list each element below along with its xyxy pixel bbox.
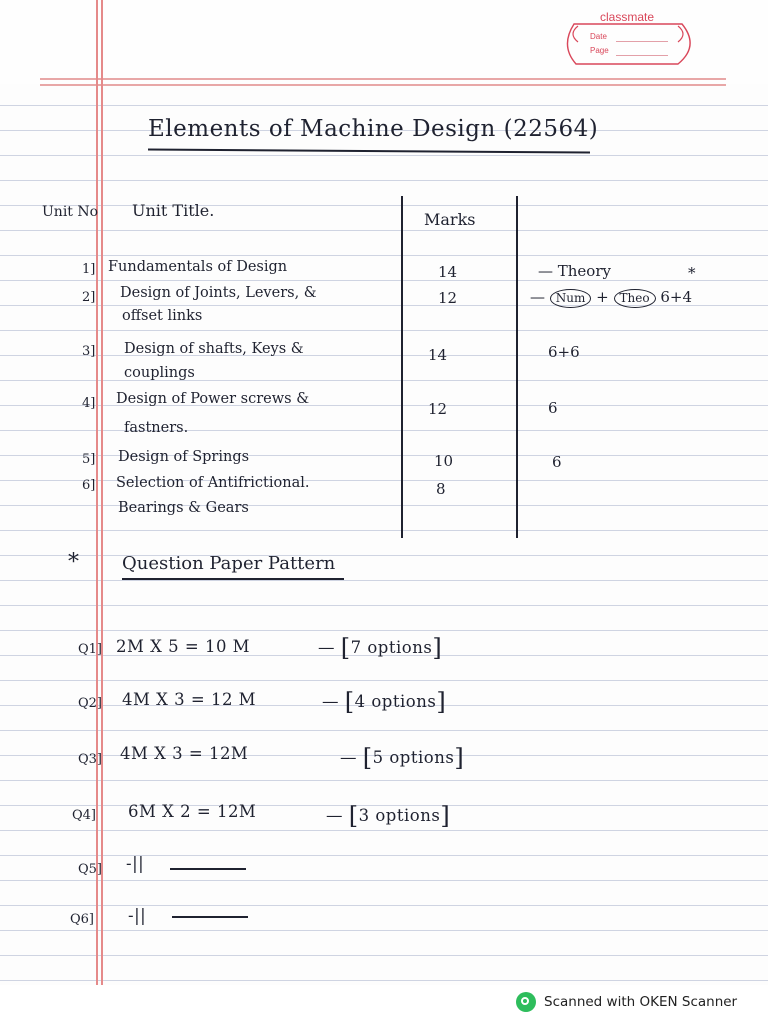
row-1-title: Fundamentals of Design <box>108 259 288 275</box>
row-3-note: 6+6 <box>548 343 580 361</box>
row-5-marks: 10 <box>434 452 454 470</box>
row-1-number: 1] <box>82 262 96 277</box>
classmate-logo <box>554 6 704 70</box>
q4-open-bracket: [ <box>348 802 359 830</box>
row-6-number: 6] <box>82 478 96 493</box>
q2-label: Q2] <box>78 696 103 711</box>
q1-options <box>318 634 442 662</box>
row-4-title-line-2: fastners. <box>124 420 189 436</box>
row-3-title-line-1: Design of shafts, Keys & <box>124 341 304 357</box>
header-rule-2 <box>40 84 726 86</box>
q2-open-bracket: [ <box>344 688 355 716</box>
q1-options-text: 7 options <box>350 638 433 657</box>
q5-label: Q5] <box>78 862 103 877</box>
q4-options <box>326 802 450 830</box>
row-6-title-line-1: Selection of Antifrictional. <box>116 475 310 491</box>
row-2-num-circled: Num <box>550 289 592 308</box>
q2-options <box>322 688 446 716</box>
q1-open-bracket: [ <box>340 634 351 662</box>
q3-open-bracket: [ <box>362 744 373 772</box>
scanner-footer <box>516 990 737 1014</box>
table-divider-left <box>401 196 403 538</box>
margin-rule-2 <box>101 0 103 985</box>
row-2-title-line-2: offset links <box>122 308 203 324</box>
q3-dash: — <box>340 748 357 767</box>
row-2-number: 2] <box>82 290 96 305</box>
row-5-number: 5] <box>82 452 96 467</box>
logo-page-label: Page <box>590 46 609 55</box>
row-4-number: 4] <box>82 396 96 411</box>
unit-no-header: Unit No <box>42 204 99 220</box>
q1-text: 2M X 5 = 10 M <box>116 637 251 656</box>
logo-date-line <box>616 41 668 42</box>
table-divider-right <box>516 196 518 538</box>
row-6-title-line-2: Bearings & Gears <box>118 500 249 516</box>
logo-page-line <box>616 55 668 56</box>
q5-text: -|| <box>126 854 145 873</box>
q2-options-text: 4 options <box>354 692 437 711</box>
row-1-marks: 14 <box>438 263 458 281</box>
logo-brand: classmate <box>600 10 655 24</box>
row-1-note: — Theory <box>538 262 611 280</box>
margin-rule <box>96 0 98 985</box>
row-2-marks: 12 <box>438 289 458 307</box>
row-5-note: 6 <box>552 453 562 471</box>
title-underline <box>148 148 590 153</box>
q4-label: Q4] <box>72 808 97 823</box>
row-1-star: * <box>688 264 696 282</box>
row-3-marks: 14 <box>428 346 448 364</box>
q6-text: -|| <box>128 906 147 925</box>
q3-close-bracket: ] <box>454 744 465 772</box>
scanner-footer-text: Scanned with OKEN Scanner <box>544 994 738 1010</box>
section-star: * <box>68 550 79 575</box>
section-title: Question Paper Pattern <box>122 553 336 574</box>
q2-close-bracket: ] <box>436 688 447 716</box>
q2-dash: — <box>322 692 339 711</box>
q3-text: 4M X 3 = 12M <box>120 744 249 763</box>
row-4-title-line-1: Design of Power screws & <box>116 391 310 407</box>
q4-options-text: 3 options <box>358 806 441 825</box>
row-5-title: Design of Springs <box>118 449 250 465</box>
q1-dash: — <box>318 638 335 657</box>
scanner-logo-icon <box>516 992 536 1012</box>
row-3-number: 3] <box>82 344 96 359</box>
row-6-marks: 8 <box>436 480 446 498</box>
logo-date-label: Date <box>590 32 607 41</box>
q6-label: Q6] <box>70 912 95 927</box>
q2-text: 4M X 3 = 12 M <box>122 690 257 709</box>
q3-options <box>340 744 464 772</box>
q4-close-bracket: ] <box>440 802 451 830</box>
q3-options-text: 5 options <box>372 748 455 767</box>
row-3-title-line-2: couplings <box>124 365 195 381</box>
row-2-theo-circled: Theo <box>614 289 656 308</box>
row-4-note: 6 <box>548 399 558 417</box>
q3-label: Q3] <box>78 752 103 767</box>
row-2-plus: + <box>596 288 609 306</box>
row-2-note <box>530 288 692 308</box>
section-title-underline <box>122 578 344 580</box>
q4-text: 6M X 2 = 12M <box>128 802 257 821</box>
q1-close-bracket: ] <box>432 634 443 662</box>
header-rule <box>40 78 726 80</box>
q5-ditto-line <box>170 868 246 870</box>
unit-title-header: Unit Title. <box>132 201 215 220</box>
row-2-title-line-1: Design of Joints, Levers, & <box>120 285 317 301</box>
marks-header: Marks <box>424 210 476 229</box>
row-4-marks: 12 <box>428 400 448 418</box>
q1-label: Q1] <box>78 642 103 657</box>
row-2-dash: — <box>530 288 545 306</box>
page-title: Elements of Machine Design (22564) <box>148 116 599 142</box>
q4-dash: — <box>326 806 343 825</box>
q6-ditto-line <box>172 916 248 918</box>
row-2-sum: 6+4 <box>660 288 693 306</box>
